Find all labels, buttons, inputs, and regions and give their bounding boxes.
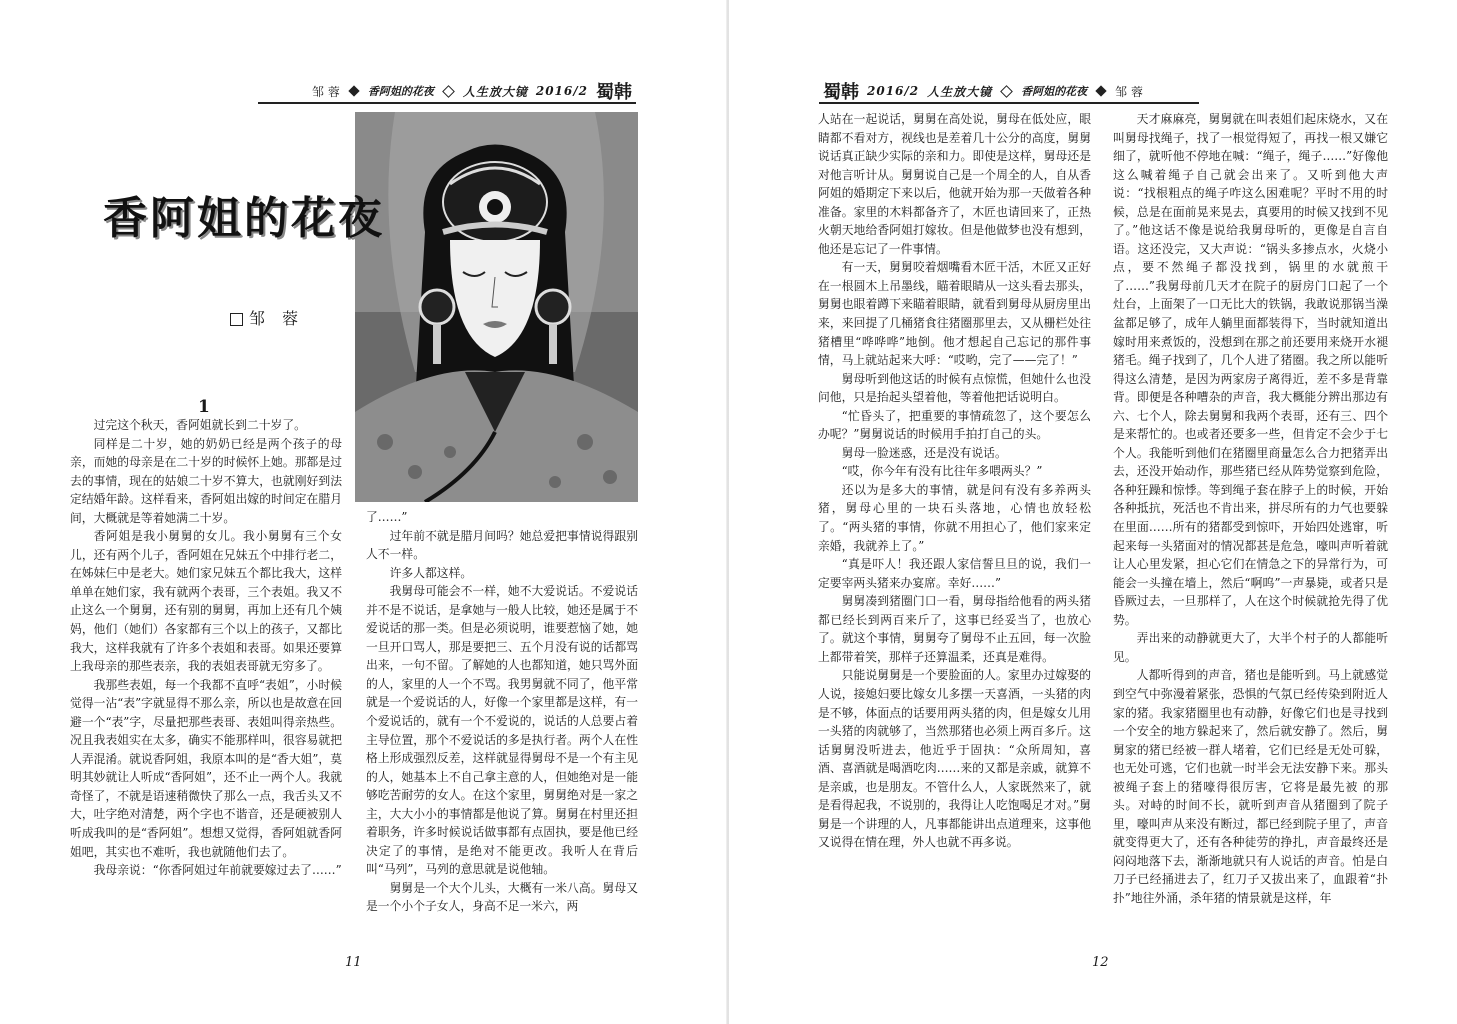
header-column: 人生放大镜 xyxy=(927,84,993,99)
diamond-icon xyxy=(348,85,359,96)
text-column-4 xyxy=(1113,110,1388,936)
header-author: 邹 蓉 xyxy=(1115,84,1143,99)
text-column-3 xyxy=(818,110,1091,936)
paragraph: “真是吓人！我还跟人家信誓旦旦的说，我们一定要宰两头猪来办宴席。幸好……” xyxy=(818,557,1091,590)
paragraph: 过年前不就是腊月间吗？她总爱把事情说得跟别人不一样。 xyxy=(366,528,638,562)
paragraph: 过完这个秋天，香阿姐就长到二十岁了。 xyxy=(93,418,306,432)
square-marker-icon xyxy=(230,313,243,326)
paragraph: 舅舅是一个大个儿头，大概有一米八高。舅母又是一个小个子女人，身高不足一米六，两 xyxy=(366,880,638,914)
header-rule xyxy=(819,102,1199,104)
article-title: 香阿姐的花夜 xyxy=(103,193,385,244)
paragraph: 香阿姐是我小舅舅的女儿。我小舅舅有三个女儿，还有两个儿子，香阿姐在兄妹五个中排行老二，在姊妹仨中是老大。她们家兄妹五个都比我大，这样单单在她们家，我有就两个表哥，三个表姐。我又不止这么一个舅舅，还有别的舅舅，再加上还有几个姨妈，他们（她们）各家都有三个以上的孩子，又都比我大，这样我就有了许多个表姐和表哥。如果还要算上我母亲的那些表亲，我的表姐表哥就无穷多了。 xyxy=(70,529,342,674)
text-column-2 xyxy=(366,508,638,936)
chapter-number: 1 xyxy=(198,397,210,417)
diamond-outline-icon xyxy=(1000,85,1013,98)
paragraph: 人都听得到的声音，猪也是能听到。马上就感觉到空气中弥漫着紧张，恐惧的气氛已经传染到附近人家的猪。我家猪圈里也有动静，好像它们也是寻找到一个安全的地方躲起来了，然后就安静了。然后，舅舅家的猪已经被一群人堵着，它们已经是无处可躲，也无处可逃，它们也就一时半会无法安静下来。那头被绳子套上的猪嚎得很厉害，它将是最先被 的那头。对峙的时间不长，就听到声音从猪圈到了院子里，嚎叫声从来没有断过，都已经到院子里了，声音就变得更大了，还有各种徒劳的挣扎，声音最终还是闷闷地落下去，渐渐地就只有人说话的声音。怕是白刀子已经捅进去了，红刀子又拔出来了，血跟着“扑扑”地往外涌，杀年猪的情景就是这样，年 xyxy=(1113,668,1388,905)
header-author: 邹 蓉 xyxy=(312,84,340,99)
paragraph: 还以为是多大的事情，就是问有没有多养两头猪，舅母心里的一块石头落地，心情也放轻松了。“两头猪的事情，你就不用担心了，他们家来定亲婚，我就养上了。” xyxy=(818,482,1091,553)
byline-name: 邹 蓉 xyxy=(249,309,305,328)
diamond-icon xyxy=(1095,85,1106,96)
paragraph: 天才麻麻亮，舅舅就在叫表姐们起床烧水，又在叫舅母找绳子，找了一根觉得短了，再找一根又嫌它细了，就听他不停地在喊：“绳子，绳子……”好像他这么喊着绳子自己就会出来了。又听到他大声说：“找根粗点的绳子咋这么困难呢？平时不用的时候，总是在面前晃来晃去，真要用的时候又找到不见了。”他这话不像是说给我舅母听的，更像是自言自语。这还没完，又大声说：“锅头多掺点水，火烧小点，要不然绳子都没找到，锅里的水就煎干了……”我舅母前几天才在院子的厨房门口起了一个灶台，上面架了一口无比大的铁锅，我敢说那锅当澡盆都足够了，成年人躺里面都装得下，当时就知道出嫁时用来煮饭的，没想到在那之前还要用来烧开水褪猪毛。绳子找到了，几个人进了猪圈。我之所以能听得这么清楚，是因为两家房子离得近，差不多是背靠背。即便是各种嘈杂的声音，我大概能分辨出那边有六、七个人，除去舅舅和我两个表哥，还有三、四个是来帮忙的。也或者还要多一些，但肯定不会少于七个人。我能听到他们在猪圈里商量怎么合力把猪弄出去，还没开始动作，那些猪已经从阵势觉察到危险，各种狂躁和惊悸。等到绳子套在脖子上的时候，开始各种抵抗，死活也不肯出来，拼尽所有的力气也要躲在里面……所有的猪都受到惊吓，开始四处逃窜，听起来每一头猪面对的情况都甚是危急，嚎叫声听着就让人心里发紧，担心它们在情急之下的异常行为，可能会一头撞在墙上，然后“啊呜”一声暴毙，或者只是昏厥过去，一旦那样了，人在这个时候就抢先得了优势。 xyxy=(1113,112,1388,627)
magazine-logo: 蜀韩 xyxy=(823,82,859,103)
paragraph: 我舅母可能会不一样，她不大爱说话。不爱说话并不是不说话，是拿她与一般人比较，她还是属于不爱说话的那一类。但是必须说明，谁要惹恼了她，她一旦开口骂人，那是要把三、五个月没有说的话都骂出来，一句不留。了解她的人也都知道，她只骂外面的人，家里的人一个不骂。我男舅就不同了，他平常就是一个爱说话的人，好像一个家里都是这样，有一个爱说话的，就有一个不爱说的，说话的人总要占着主导位置，那个不爱说话的多是执行者。两个人在性格上形成强烈反差，这样就显得舅母不是一个有主见的人，她基本上不自己拿主意的人，但她绝对是一能够吃苦耐劳的女人。在这个家里，舅舅绝对是一家之主，大大小小的事情都是他说了算。舅舅在村里还担着职务，许多时候说话做事都有点固执，要是他已经决定了的事情，是绝对不能更改。我听人在背后叫“马列”，马列的意思就是说他轴。 xyxy=(366,584,638,877)
diamond-outline-icon xyxy=(442,85,455,98)
right-running-header xyxy=(819,78,1199,104)
page-number: 11 xyxy=(345,955,362,970)
paragraph: 许多人都这样。 xyxy=(389,565,473,580)
paragraph: 舅母一脸迷惑，还是没有说话。 xyxy=(841,445,1007,460)
paragraph: 有一天，舅舅咬着烟嘴看木匠干活，木匠又正好在一根圆木上吊墨线，瞄着眼睛从一这头看去那头，舅舅也眼着蹲下来瞄着眼睛，就看到舅母从厨房里出来，来回提了几桶猪食往猪圈那里去，又从栅栏处往猪槽里“哗哗哗”地倒。他才想起自己忘记的那件事情，马上就站起来大呼：“哎哟，完了——完了！” xyxy=(818,260,1091,368)
paragraph: 我母亲说：“你香阿姐过年前就要嫁过去了……” xyxy=(93,863,342,878)
page-number: 12 xyxy=(1092,955,1109,970)
right-page xyxy=(729,0,1457,1024)
byline xyxy=(230,306,304,329)
header-article-title: 香阿姐的花夜 xyxy=(1021,85,1088,98)
header-issue: 2016/2 xyxy=(535,84,588,98)
paragraph: 我那些表姐，每一个我都不直呼“表姐”，小时候觉得一沾“表”字就显得不那么亲，所以也是故意在回避一个“表”字，尽量把那些表哥、表姐叫得亲热些。况且我表姐实在太多，确实不能那样叫，很容易就把人弄混淆。就说香阿姐，我原本叫的是“香大姐”，莫明其妙就让人听成“香阿姐”，还不止一两个人。我就奇怪了，不就是语速稍微快了那么一点，我舌头又不大，吐字绝对清楚，两个字也不谐音，还是硬被别人听成我叫的是“香阿姐”。想想又觉得，香阿姐就香阿姐吧，其实也不难听，我也就随他们去了。 xyxy=(70,677,342,859)
bride-illustration xyxy=(355,112,638,502)
paragraph: 舅舅凑到猪圈门口一看，舅母指给他看的两头猪都已经长到两百来斤了，这事已经妥当了，也放心了。就这个事情，舅舅夸了舅母不止五回，每一次脸上都带着笑，那样子还算温柔，还真是难得。 xyxy=(818,594,1091,664)
magazine-logo: 蜀韩 xyxy=(596,82,632,103)
left-running-header xyxy=(258,78,636,104)
header-rule xyxy=(258,102,636,104)
paragraph: 了……” xyxy=(366,510,408,524)
paragraph: 弄出来的动静就更大了，大半个村子的人都能听见。 xyxy=(1113,631,1388,664)
header-article-title: 香阿姐的花夜 xyxy=(367,85,434,98)
paragraph: “忙昏头了，把重要的事情疏忽了，这个要怎么办呢？”舅舅说话的时候用手拍打自己的头。 xyxy=(818,408,1091,442)
paragraph: “哎，你今年有没有比往年多喂两头？” xyxy=(841,464,1043,479)
header-issue: 2016/2 xyxy=(867,84,920,98)
paragraph: 只能说舅舅是一个要脸面的人。家里办过嫁娶的人说，接媳妇要比嫁女儿多摆一天喜酒，一头猪的肉是不够，体面点的话要用两头猪的肉，但是嫁女儿用一头猪的肉就够了，当然那猪也必须上两百多斤。这话舅舅没听进去，他近乎于固执：“众所周知，喜酒、喜酒就是喝酒吃肉……来的又都是亲戚，就算不是亲戚，也是朋友。不管什么人，人家既然来了，就是看得起我，不说别的，我得让人吃饱喝足才对。”舅舅是一个讲理的人，凡事都能讲出点道理来，这事他又说得在情在理，外人也就不再多说。 xyxy=(818,668,1091,850)
text-column-1 xyxy=(70,416,342,936)
paragraph: 人站在一起说话，舅舅在高处说，舅母在低处应，眼睛都不看对方，视线也是差着几十公分的高度，舅舅说话真正缺少实际的亲和力。即使是这样，舅母还是对他言听计从。舅舅说自己是一个周全的人，自从香阿姐的婚期定下来以后，他就开始为那一天做着各种准备。家里的木料都备齐了，木匠也请回来了，正热火朝天地给香阿姐打嫁妆。但是他做梦也没有想到，他还是忘记了一件事情。 xyxy=(818,112,1091,256)
left-page xyxy=(0,0,728,1024)
paragraph: 同样是二十岁，她的奶奶已经是两个孩子的母亲，而她的母亲是在二十岁的时候怀上她。那都是过去的事情，现在的姑娘二十岁不算大，也就刚好到法定结婚年龄。这样看来，香阿姐出嫁的时间定在腊月间，大概就是等着她满二十岁。 xyxy=(70,436,342,525)
header-column: 人生放大镜 xyxy=(462,84,528,99)
paragraph: 舅母听到他这话的时候有点惊慌，但她什么也没问他，只是抬起头望着他，等着他把话说明白。 xyxy=(818,371,1091,405)
